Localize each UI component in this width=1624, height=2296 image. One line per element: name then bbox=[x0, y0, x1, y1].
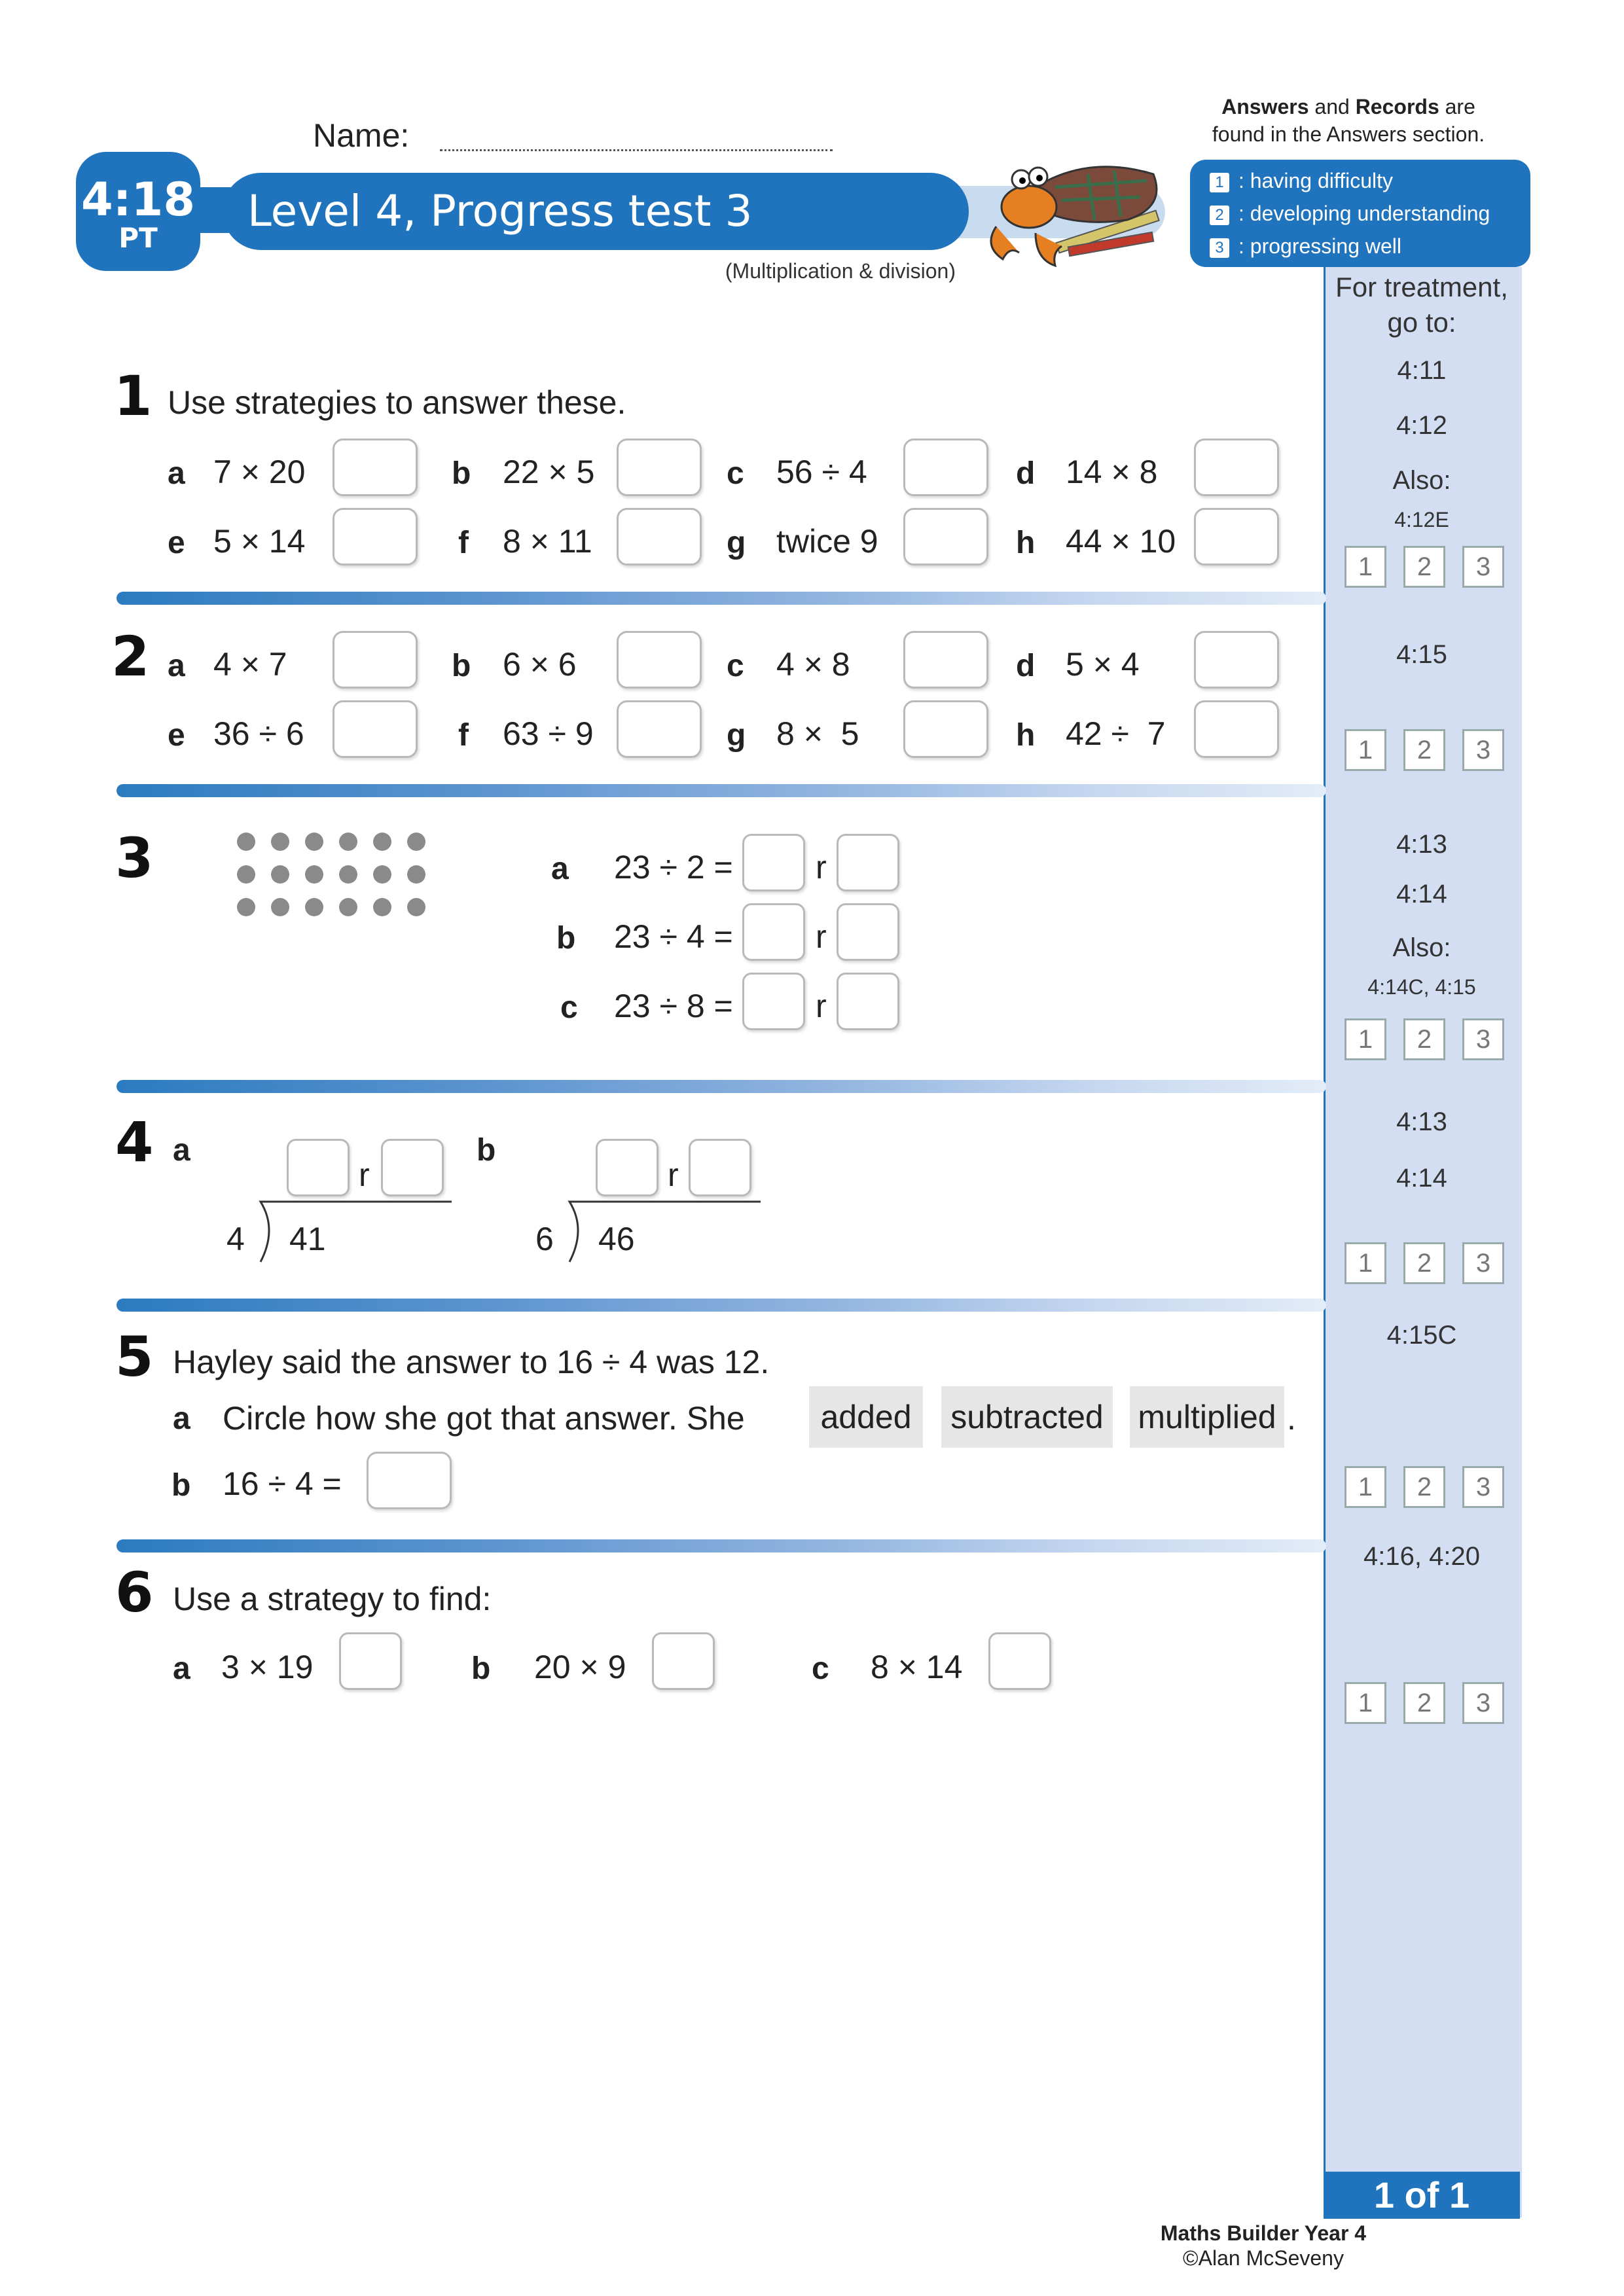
answer-box[interactable] bbox=[333, 631, 418, 689]
part-label: b bbox=[452, 456, 471, 491]
array-dot bbox=[373, 898, 391, 916]
quotient-box[interactable] bbox=[742, 973, 805, 1030]
question-number: 6 bbox=[115, 1560, 154, 1624]
part-expression: 3 × 19 bbox=[221, 1649, 314, 1685]
sidebar-ref: 4:16, 4:20 bbox=[1363, 1542, 1480, 1571]
score-box-q4-3[interactable]: 3 bbox=[1462, 1242, 1504, 1284]
dividend: 46 bbox=[598, 1221, 635, 1257]
score-box-q5-1[interactable]: 1 bbox=[1344, 1466, 1386, 1508]
answer-box[interactable] bbox=[333, 439, 418, 496]
remainder-label: r bbox=[816, 988, 827, 1024]
score-box-q5-2[interactable]: 2 bbox=[1403, 1466, 1445, 1508]
part-label: b bbox=[452, 649, 471, 683]
part-expression: 36 ÷ 6 bbox=[213, 715, 304, 752]
score-box-q1-2[interactable]: 2 bbox=[1403, 546, 1445, 588]
answers-note: Answers and Records are found in the Answers section. bbox=[1212, 95, 1485, 146]
part-expression: 8 × 11 bbox=[503, 523, 592, 560]
score-box-q2-2[interactable]: 2 bbox=[1403, 729, 1445, 771]
answer-box[interactable] bbox=[617, 508, 702, 565]
sidebar-also-refs: 4:14C, 4:15 bbox=[1367, 975, 1476, 999]
answer-box[interactable] bbox=[1194, 631, 1279, 689]
sidebar-also-refs: 4:12E bbox=[1394, 508, 1449, 531]
section-divider bbox=[117, 1539, 1326, 1552]
part-expression: 56 ÷ 4 bbox=[776, 454, 867, 490]
sidebar-also: Also: bbox=[1392, 466, 1451, 495]
remainder-label: r bbox=[816, 849, 827, 886]
array-dot bbox=[271, 865, 289, 884]
answer-box[interactable] bbox=[333, 700, 418, 758]
score-box-q3-2[interactable]: 2 bbox=[1403, 1018, 1445, 1060]
part-label: f bbox=[458, 718, 469, 753]
question-number: 3 bbox=[115, 826, 154, 890]
score-box-q3-3[interactable]: 3 bbox=[1462, 1018, 1504, 1060]
answer-box[interactable] bbox=[1194, 508, 1279, 565]
part-expression: twice 9 bbox=[776, 523, 878, 560]
score-box-q3-1[interactable]: 1 bbox=[1344, 1018, 1386, 1060]
long-division-bracket bbox=[249, 1196, 458, 1268]
answer-box[interactable] bbox=[903, 439, 988, 496]
part-label: b bbox=[556, 921, 576, 956]
sidebar-also: Also: bbox=[1392, 933, 1451, 962]
part-expression: 63 ÷ 9 bbox=[503, 715, 594, 752]
part-expression: 42 ÷ 7 bbox=[1066, 715, 1166, 752]
question-number: 2 bbox=[111, 624, 150, 689]
answer-box[interactable] bbox=[652, 1632, 715, 1690]
part-label: b bbox=[471, 1651, 491, 1686]
part-text: Circle how she got that answer. She bbox=[223, 1400, 745, 1437]
legend-item: 1 : having difficulty bbox=[1210, 166, 1393, 195]
book-title: Maths Builder Year 4 bbox=[1160, 2221, 1367, 2245]
sidebar-ref: 4:13 bbox=[1396, 1107, 1447, 1136]
answer-box[interactable] bbox=[617, 700, 702, 758]
part-expression: 22 × 5 bbox=[503, 454, 595, 490]
quotient-box[interactable] bbox=[596, 1139, 659, 1196]
part-label: c bbox=[812, 1651, 829, 1686]
array-dot bbox=[373, 833, 391, 851]
sentence-period: . bbox=[1287, 1400, 1296, 1437]
question-number: 1 bbox=[114, 364, 153, 428]
answer-box[interactable] bbox=[339, 1632, 402, 1690]
remainder-box[interactable] bbox=[837, 973, 899, 1030]
page-title: Level 4, Progress test 3 bbox=[223, 173, 969, 250]
part-label: c bbox=[727, 649, 744, 683]
part-label: f bbox=[458, 526, 469, 560]
score-box-q2-3[interactable]: 3 bbox=[1462, 729, 1504, 771]
part-label: a bbox=[168, 649, 185, 683]
answer-box[interactable] bbox=[367, 1452, 452, 1509]
part-expression: 6 × 6 bbox=[503, 646, 577, 683]
array-dot bbox=[237, 833, 255, 851]
quotient-box[interactable] bbox=[742, 834, 805, 891]
part-label: a bbox=[173, 1651, 190, 1686]
sidebar-ref: 4:11 bbox=[1397, 356, 1447, 385]
sidebar-ref: 4:14 bbox=[1396, 880, 1447, 908]
question-text: Use strategies to answer these. bbox=[168, 384, 626, 421]
name-label: Name: bbox=[313, 117, 410, 154]
array-dot bbox=[237, 865, 255, 884]
score-box-q4-2[interactable]: 2 bbox=[1403, 1242, 1445, 1284]
score-legend bbox=[1190, 160, 1530, 267]
answer-box[interactable] bbox=[333, 508, 418, 565]
score-box-q2-1[interactable]: 1 bbox=[1344, 729, 1386, 771]
quotient-box[interactable] bbox=[287, 1139, 350, 1196]
array-dot bbox=[305, 865, 323, 884]
worksheet-code-type: PT bbox=[118, 222, 158, 254]
array-dot bbox=[237, 898, 255, 916]
part-expression: 4 × 8 bbox=[776, 646, 850, 683]
page-number: 1 of 1 bbox=[1324, 2172, 1520, 2219]
question-number: 5 bbox=[115, 1325, 154, 1389]
divisor: 4 bbox=[226, 1221, 245, 1257]
answer-box[interactable] bbox=[1194, 439, 1279, 496]
score-box-q6-1[interactable]: 1 bbox=[1344, 1682, 1386, 1724]
part-label: a bbox=[173, 1133, 190, 1168]
question-text: Hayley said the answer to 16 ÷ 4 was 12. bbox=[173, 1344, 770, 1380]
copyright: ©Alan McSeveny bbox=[1183, 2246, 1344, 2270]
part-expression: 44 × 10 bbox=[1066, 523, 1176, 560]
part-expression: 20 × 9 bbox=[534, 1649, 626, 1685]
long-division-bracket bbox=[558, 1196, 767, 1268]
array-dot bbox=[407, 865, 425, 884]
remainder-box[interactable] bbox=[837, 834, 899, 891]
part-expression: 5 × 4 bbox=[1066, 646, 1140, 683]
sidebar-ref: 4:15C bbox=[1386, 1321, 1457, 1350]
score-box-q5-3[interactable]: 3 bbox=[1462, 1466, 1504, 1508]
part-expression: 4 × 7 bbox=[213, 646, 287, 683]
array-dot bbox=[407, 833, 425, 851]
score-box-q6-3[interactable]: 3 bbox=[1462, 1682, 1504, 1724]
part-label: b bbox=[477, 1133, 496, 1168]
remainder-label: r bbox=[668, 1157, 679, 1193]
part-expression: 23 ÷ 4 = bbox=[614, 918, 733, 955]
divisor: 6 bbox=[535, 1221, 554, 1257]
part-expression: 23 ÷ 2 = bbox=[614, 849, 733, 886]
answer-box[interactable] bbox=[617, 631, 702, 689]
part-label: h bbox=[1016, 526, 1036, 560]
remainder-box[interactable] bbox=[381, 1139, 444, 1196]
part-label: a bbox=[173, 1401, 190, 1436]
answer-box[interactable] bbox=[617, 439, 702, 496]
section-divider bbox=[117, 592, 1326, 605]
array-dot bbox=[339, 898, 357, 916]
part-expression: 8 × 5 bbox=[776, 715, 859, 752]
sidebar-ref: 4:15 bbox=[1396, 640, 1447, 669]
legend-item: 2 : developing understanding bbox=[1210, 199, 1490, 228]
part-label: d bbox=[1016, 649, 1036, 683]
worksheet-code-badge bbox=[76, 152, 200, 271]
array-dot bbox=[339, 865, 357, 884]
array-dot bbox=[373, 865, 391, 884]
question-number: 4 bbox=[115, 1110, 154, 1174]
array-dot bbox=[339, 833, 357, 851]
part-label: a bbox=[168, 456, 185, 491]
score-box-q1-1[interactable]: 1 bbox=[1344, 546, 1386, 588]
page-subtitle: (Multiplication & division) bbox=[725, 259, 956, 283]
dividend: 41 bbox=[289, 1221, 326, 1257]
array-dot bbox=[271, 898, 289, 916]
answer-box[interactable] bbox=[988, 1632, 1051, 1690]
part-label: a bbox=[551, 852, 569, 886]
name-field[interactable] bbox=[440, 149, 833, 151]
part-expression: 5 × 14 bbox=[213, 523, 306, 560]
crab-mascot-icon bbox=[957, 148, 1193, 279]
sidebar-ref: 4:12 bbox=[1396, 411, 1447, 440]
part-label: c bbox=[727, 456, 744, 491]
section-divider bbox=[117, 1080, 1326, 1093]
part-label: c bbox=[560, 990, 578, 1025]
part-label: g bbox=[727, 526, 746, 560]
answer-box[interactable] bbox=[903, 700, 988, 758]
array-dot bbox=[305, 898, 323, 916]
part-expression: 16 ÷ 4 = bbox=[223, 1465, 342, 1502]
part-expression: 8 × 14 bbox=[871, 1649, 963, 1685]
section-divider bbox=[117, 1299, 1326, 1312]
answer-box[interactable] bbox=[903, 631, 988, 689]
section-divider bbox=[117, 784, 1326, 797]
part-label: d bbox=[1016, 456, 1036, 491]
choice-multiplied[interactable]: multiplied bbox=[1130, 1386, 1284, 1448]
choice-subtracted[interactable]: subtracted bbox=[941, 1386, 1113, 1448]
array-dot bbox=[407, 898, 425, 916]
sidebar-heading: For treatment, go to: bbox=[1335, 272, 1508, 338]
score-box-q1-3[interactable]: 3 bbox=[1462, 546, 1504, 588]
remainder-label: r bbox=[359, 1157, 370, 1193]
remainder-box[interactable] bbox=[689, 1139, 751, 1196]
part-label: g bbox=[727, 718, 746, 753]
score-box-q4-1[interactable]: 1 bbox=[1344, 1242, 1386, 1284]
part-label: h bbox=[1016, 718, 1036, 753]
array-dot bbox=[271, 833, 289, 851]
part-label: b bbox=[171, 1468, 191, 1503]
answer-box[interactable] bbox=[1194, 700, 1279, 758]
quotient-box[interactable] bbox=[742, 903, 805, 961]
remainder-label: r bbox=[816, 918, 827, 955]
part-expression: 14 × 8 bbox=[1066, 454, 1158, 490]
part-expression: 23 ÷ 8 = bbox=[614, 988, 733, 1024]
remainder-box[interactable] bbox=[837, 903, 899, 961]
array-dot bbox=[305, 833, 323, 851]
answer-box[interactable] bbox=[903, 508, 988, 565]
worksheet-code: 4:18 bbox=[81, 173, 196, 226]
question-text: Use a strategy to find: bbox=[173, 1581, 492, 1617]
part-label: e bbox=[168, 526, 185, 560]
legend-item: 3 : progressing well bbox=[1210, 232, 1401, 260]
sidebar-ref: 4:13 bbox=[1396, 830, 1447, 859]
part-expression: 7 × 20 bbox=[213, 454, 306, 490]
sidebar-ref: 4:14 bbox=[1396, 1164, 1447, 1193]
score-box-q6-2[interactable]: 2 bbox=[1403, 1682, 1445, 1724]
choice-added[interactable]: added bbox=[809, 1386, 923, 1448]
part-label: e bbox=[168, 718, 185, 753]
